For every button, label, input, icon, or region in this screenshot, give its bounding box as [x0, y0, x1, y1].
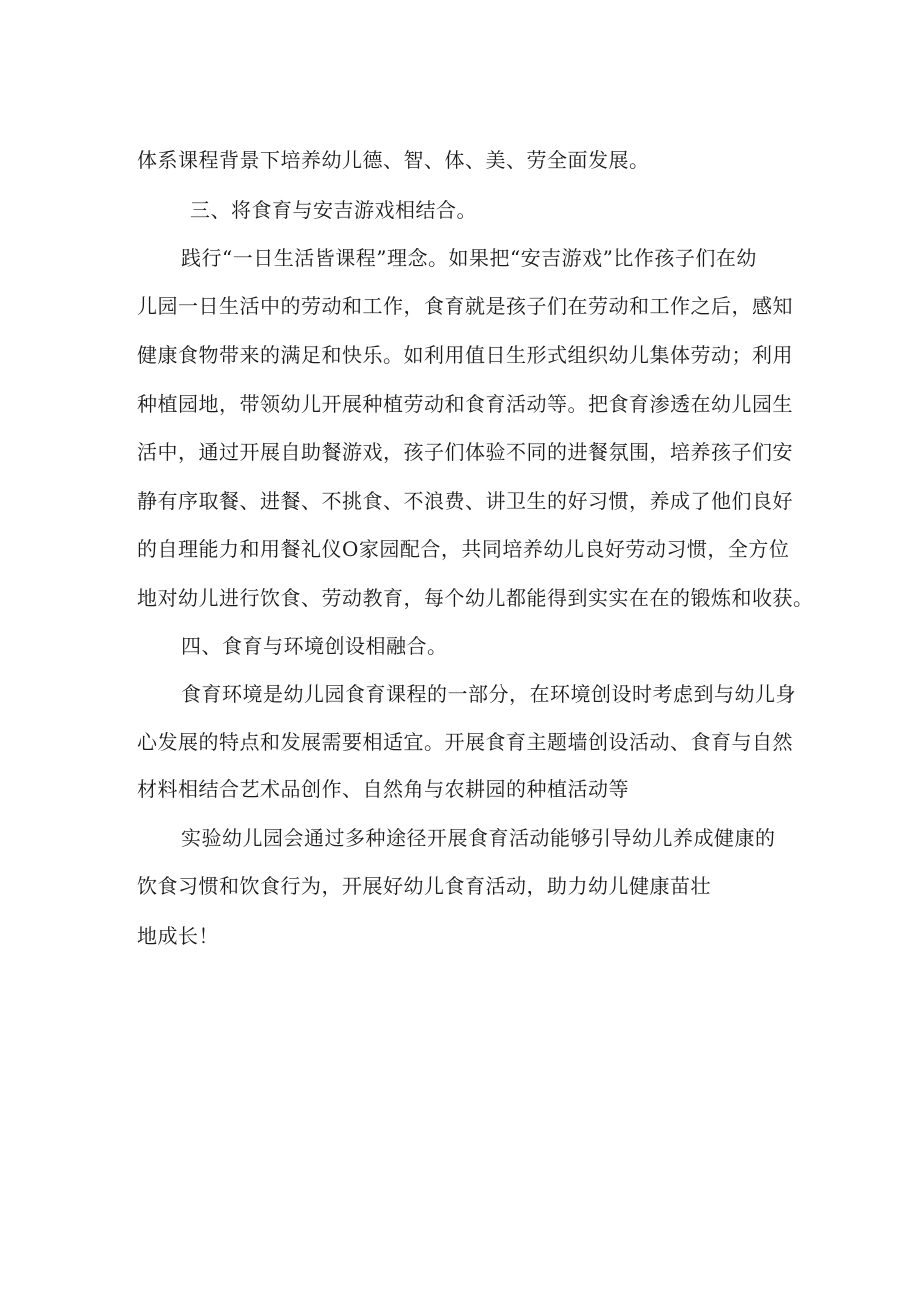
text-line: 健康食物带来的满足和快乐。如利用值日生形式组织幼儿集体劳动；利用 — [137, 343, 793, 367]
text-line: 的自理能力和用餐礼仪O家园配合，共同培养幼儿良好劳动习惯，全方位 — [137, 537, 790, 561]
text-line: 地对幼儿进行饮食、劳动教育，每个幼儿都能得到实实在在的锻炼和收获。 — [137, 586, 814, 610]
text-line: 儿园一日生活中的劳动和工作，食育就是孩子们在劳动和工作之后，感知 — [137, 294, 793, 318]
text-line: 静有序取餐、进餐、不挑食、不浪费、讲卫生的好习惯，养成了他们良好 — [137, 489, 793, 513]
text-line: 地成长！ — [137, 924, 219, 948]
text-line: 食育环境是幼儿园食育课程的一部分，在环境创设时考虑到与幼儿身 — [181, 682, 796, 706]
text-line: 践行“一日生活皆课程”理念。如果把“安吉游戏”比作孩子们在幼 — [181, 246, 757, 270]
text-line: 饮食习惯和饮食行为，开展好幼儿食育活动，助力幼儿健康苗壮 — [137, 874, 711, 898]
text-line: 种植园地，带领幼儿开展种植劳动和食育活动等。把食育渗透在幼儿园生 — [137, 392, 793, 416]
section-heading: 四、食育与环境创设相融合。 — [181, 634, 448, 658]
section-heading: 三、将食育与安吉游戏相结合。 — [190, 198, 477, 222]
text-line: 心发展的特点和发展需要相适宜。开展食育主题墙创设活动、食育与自然 — [137, 730, 793, 754]
text-line: 活中，通过开展自助餐游戏，孩子们体验不同的进餐氛围，培养孩子们安 — [137, 440, 793, 464]
text-line: 体系课程背景下培养幼儿德、智、体、美、劳全面发展。 — [137, 148, 650, 172]
text-line: 实验幼儿园会通过多种途径开展食育活动能够引导幼儿养成健康的 — [181, 826, 776, 850]
text-line: 材料相结合艺术品创作、自然角与农耕园的种植活动等 — [137, 777, 629, 801]
